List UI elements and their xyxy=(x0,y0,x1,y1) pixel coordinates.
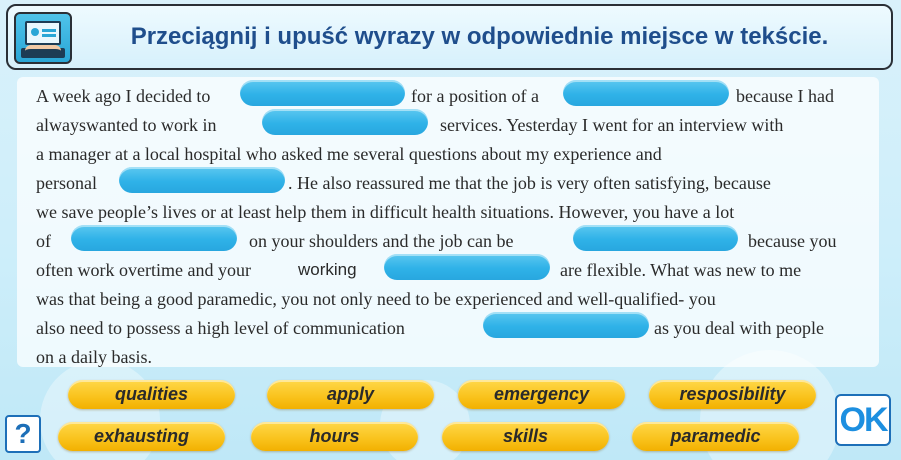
word-chip-apply[interactable]: apply xyxy=(267,380,434,409)
text-segment: on your shoulders and the job can be xyxy=(249,231,514,251)
word-chip-emergency[interactable]: emergency xyxy=(458,380,625,409)
drop-slot-1[interactable] xyxy=(240,80,405,106)
word-chip-skills[interactable]: skills xyxy=(442,422,609,451)
text-segment: often work overtime and your xyxy=(36,260,251,280)
word-chip-exhausting[interactable]: exhausting xyxy=(58,422,225,451)
drop-slot-5[interactable] xyxy=(71,225,237,251)
text-segment: for a position of a xyxy=(411,86,539,106)
word-chip-qualities[interactable]: qualities xyxy=(68,380,235,409)
text-segment: working xyxy=(298,260,357,279)
text-segment: . He also reassured me that the job is very often satisfying, because xyxy=(288,173,771,193)
computer-user-icon xyxy=(14,12,72,64)
text-segment: services. Yesterday I went for an interview with xyxy=(440,115,784,135)
instruction-title: Przeciągnij i upuść wyrazy w odpowiednie miejsce w tekście. xyxy=(130,23,829,50)
text-segment: as you deal with people xyxy=(654,318,824,338)
text-segment: because you xyxy=(748,231,837,251)
help-button[interactable]: ? xyxy=(5,415,41,453)
drop-slot-7[interactable] xyxy=(384,254,550,280)
text-segment: personal xyxy=(36,173,97,193)
word-chip-resposibility[interactable]: resposibility xyxy=(649,380,816,409)
text-segment: we save people’s lives or at least help them in difficult health situations. However, you have a lot xyxy=(36,202,735,222)
drop-slot-2[interactable] xyxy=(563,80,729,106)
text-segment: alwayswanted to work in xyxy=(36,115,217,135)
drop-slot-4[interactable] xyxy=(119,167,285,193)
word-chip-paramedic[interactable]: paramedic xyxy=(632,422,799,451)
text-segment: also need to possess a high level of communication xyxy=(36,318,405,338)
ok-button[interactable]: OK xyxy=(835,394,891,446)
text-segment: of xyxy=(36,231,51,251)
text-segment: on a daily basis. xyxy=(36,347,152,367)
text-segment: was that being a good paramedic, you not only need to be experienced and well-qualified- you xyxy=(36,289,716,309)
header-bar xyxy=(6,4,893,70)
word-chip-hours[interactable]: hours xyxy=(251,422,418,451)
text-segment: are flexible. What was new to me xyxy=(560,260,802,280)
drop-slot-3[interactable] xyxy=(262,109,428,135)
text-segment: because I had xyxy=(736,86,834,106)
text-segment: a manager at a local hospital who asked me several questions about my experience and xyxy=(36,144,662,164)
drop-slot-8[interactable] xyxy=(483,312,649,338)
drop-slot-6[interactable] xyxy=(573,225,738,251)
text-segment: A week ago I decided to xyxy=(36,86,211,106)
